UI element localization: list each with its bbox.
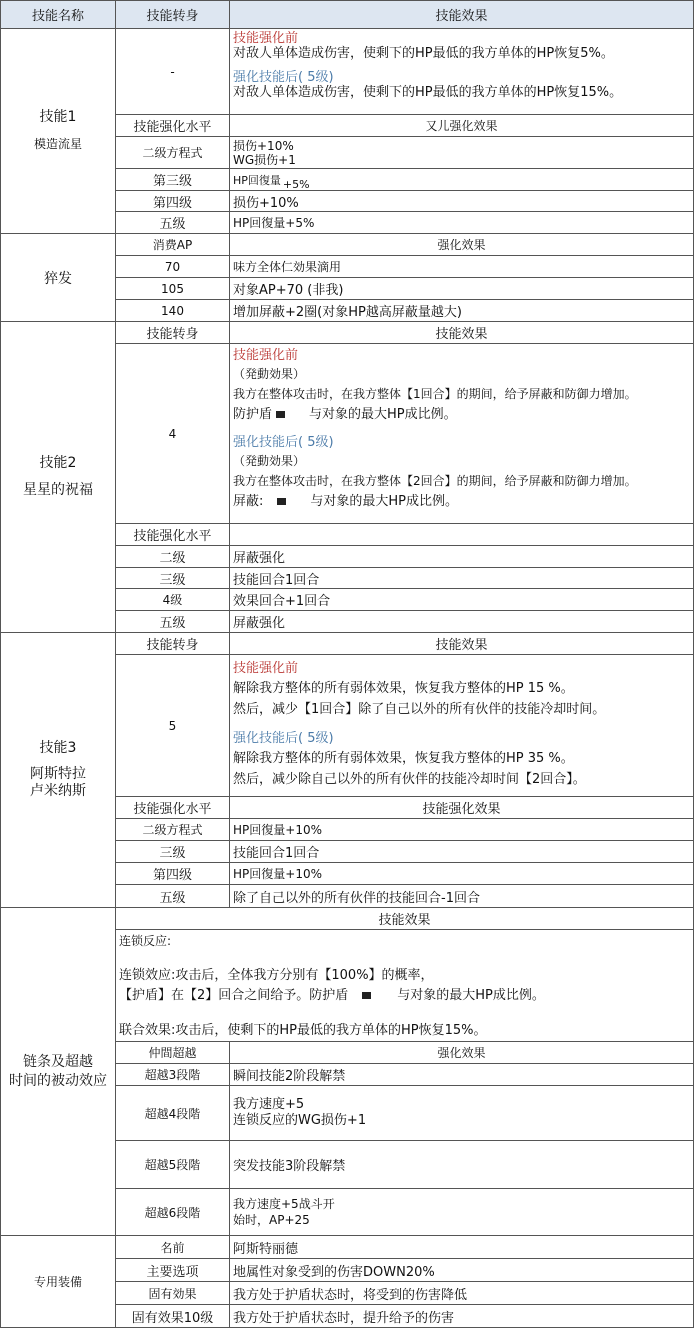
skill2-level-5: 五级 [116, 611, 230, 633]
equipment-value-unique-effect: 我方处于护盾状态时，将受到的伤害降低 [230, 1282, 694, 1305]
skill3-after-text-2: 然后，减少除自己以外的所有伙伴的技能冷却时间【2回合】。 [233, 772, 586, 787]
skill2-turn-header: 技能转身 [116, 322, 230, 344]
skill3-level-5: 五级 [116, 885, 230, 908]
skill2-effect [230, 344, 694, 524]
skill2-after-shield [233, 492, 458, 512]
skill2-level-header-blank [230, 524, 694, 546]
skill1-after-text: 对敌人单体造成伤害，使剩下的HP最低的我方单体的HP恢复15%。 [233, 85, 623, 100]
skill3-before-text-2: 然后，减少【1回合】除了自己以外的所有伙伴的技能冷却时间。 [233, 702, 606, 717]
skill1-level-2-effect-b: WG损伤+1 [233, 152, 296, 167]
skill1-level-header: 技能强化水平 [116, 115, 230, 137]
burst-effect-140: 增加屏蔽+2圈(对象HP越高屏蔽量越大) [230, 300, 694, 322]
skill1-level-5: 五级 [116, 212, 230, 234]
skill1-before-label: 技能强化前 [233, 31, 299, 46]
passive-rank-3: 超越3段階 [116, 1064, 230, 1086]
skill2-before-shield-b: 与对象的最大HP成比例。 [309, 407, 457, 422]
redacted-value-icon [277, 498, 286, 505]
passive-rank-4-effect [230, 1086, 694, 1141]
skill2-name: 技能2 [39, 455, 77, 471]
skill2-level-header: 技能强化水平 [116, 524, 230, 546]
burst-ap-105: 105 [116, 278, 230, 300]
passive-rank-6-effect-a: 我方速度+5战斗开 [233, 1197, 335, 1211]
equipment-name: 专用装備 [1, 1236, 116, 1328]
passive-chain-text-1: 连锁效应:攻击后，全体我方分别有【100%】的概率， [119, 967, 434, 983]
skill2-level-2: 二级 [116, 546, 230, 568]
skill3-level-5-effect: 除了自己以外的所有伙伴的技能回合-1回合 [230, 885, 694, 908]
equipment-value-name: 阿斯特丽德 [230, 1236, 694, 1259]
skill3-turn: 5 [116, 655, 230, 797]
passive-rank-4-effect-b: 连锁反应的WG损伤+1 [233, 1113, 367, 1128]
skill2-level-4-effect: 效果回合+1回合 [230, 589, 694, 611]
passive-rank-6: 超越6段階 [116, 1189, 230, 1236]
passive-rank-6-effect [230, 1189, 694, 1236]
passive-chain-text-2 [119, 986, 545, 1006]
passive-chain-title: 连锁反应: [119, 934, 172, 948]
skill1-level-3-effect-b: +5% [282, 178, 310, 191]
passive-name-1: 链条及超越 [23, 1053, 93, 1070]
burst-ap-header: 消费AP [116, 234, 230, 256]
skill2-level-5-effect: 屏蔽强化 [230, 611, 694, 633]
skill2-after-shield-a: 屏蔽: [233, 494, 264, 509]
skill1-level-3: 第三级 [116, 169, 230, 191]
passive-combo-text: 联合效果:攻击后，使剩下的HP最低的我方单体的HP恢复15%。 [119, 1023, 487, 1038]
skill1-level-2-effect [230, 137, 694, 169]
skill3-level-4: 第四级 [116, 863, 230, 885]
header-skill-name: 技能名称 [1, 1, 116, 29]
skill2-level-3: 三级 [116, 568, 230, 589]
skill2-after-sub: （発動効果） [233, 454, 306, 468]
skill1-before-text: 对敌人单体造成伤害，使剩下的HP最低的我方单体的HP恢复5%。 [233, 46, 614, 61]
skill3-effect [230, 655, 694, 797]
skill2-before-shield [233, 405, 457, 425]
skill3-level-effect-header: 技能强化效果 [230, 797, 694, 819]
skill3-subname-1: 阿斯特拉 [30, 765, 86, 782]
skill3-subname-2: 卢米纳斯 [30, 782, 86, 799]
passive-rank-4-effect-a: 我方速度+5 [233, 1097, 305, 1112]
burst-name: 猝发 [1, 234, 116, 322]
skill3-name-cell [1, 633, 116, 908]
passive-rank-6-effect-b: 始时，AP+25 [233, 1213, 310, 1227]
skill1-name-cell [1, 29, 116, 234]
skill3-after-text-1: 解除我方整体的所有弱体效果，恢复我方整体的HP 35 %。 [233, 751, 574, 766]
skill3-before-text-1: 解除我方整体的所有弱体效果，恢复我方整体的HP 15 %。 [233, 681, 574, 696]
passive-rank-5: 超越5段階 [116, 1141, 230, 1189]
redacted-value-icon [362, 992, 371, 999]
skill2-before-text: 我方在整体攻击时，在我方整体【1回合】的期间，给予屏蔽和防御力增加。 [233, 387, 637, 401]
skill1-level-3-effect-a: HP回復量 [233, 173, 281, 187]
header-skill-effect: 技能效果 [230, 1, 694, 29]
equipment-label-main-option: 主要选项 [116, 1259, 230, 1282]
burst-ap-140: 140 [116, 300, 230, 322]
skill3-level-4-effect: HP回復量+10% [230, 863, 694, 885]
skill1-effect [230, 29, 694, 115]
skill3-before-label: 技能强化前 [233, 661, 299, 676]
skill2-before-label: 技能强化前 [233, 348, 299, 363]
skill3-level-2: 二级方程式 [116, 819, 230, 841]
passive-rank-header: 仲間超越 [116, 1042, 230, 1064]
skill3-level-3-effect: 技能回合1回合 [230, 841, 694, 863]
passive-rank-effect-header: 强化效果 [230, 1042, 694, 1064]
passive-effect-header: 技能效果 [116, 908, 694, 930]
skill1-level-3-effect [230, 169, 694, 191]
skill1-effect-header: 又儿强化效果 [230, 115, 694, 137]
skill3-name: 技能3 [39, 739, 77, 756]
skill3-level-3: 三级 [116, 841, 230, 863]
burst-effect-header: 强化效果 [230, 234, 694, 256]
skill3-after-label: 强化技能后( 5级) [233, 731, 334, 746]
burst-ap-70: 70 [116, 256, 230, 278]
passive-rank-5-effect: 突发技能3阶段解禁 [230, 1141, 694, 1189]
redacted-value-icon [276, 411, 285, 418]
skill2-after-text: 我方在整体攻击时，在我方整体【2回合】的期间，给予屏蔽和防御力增加。 [233, 474, 637, 488]
skill1-level-4-effect: 损伤+10% [230, 191, 694, 212]
burst-effect-105: 对象AP+70 (非我) [230, 278, 694, 300]
skill3-turn-header: 技能转身 [116, 633, 230, 655]
equipment-label-name: 名前 [116, 1236, 230, 1259]
skill2-subname: 星星的祝福 [23, 482, 93, 498]
equipment-value-unique-effect-10: 我方处于护盾状态时，提升给予的伤害 [230, 1305, 694, 1328]
equipment-value-main-option: 地属性对象受到的伤害DOWN20% [230, 1259, 694, 1282]
equipment-label-unique-effect: 固有効果 [116, 1282, 230, 1305]
passive-chain-text-2a: 【护盾】在【2】回合之间给予。防护盾 [119, 987, 349, 1003]
passive-rank-4: 超越4段階 [116, 1086, 230, 1141]
skill2-before-sub: （発動効果） [233, 367, 306, 381]
header-skill-turn: 技能转身 [116, 1, 230, 29]
skill3-effect-header: 技能效果 [230, 633, 694, 655]
skill2-after-shield-b: 与对象的最大HP成比例。 [310, 494, 459, 509]
equipment-label-unique-effect-10: 固有效果10级 [116, 1305, 230, 1328]
burst-effect-70: 味方全体仁効果滴用 [230, 256, 694, 278]
skill2-level-3-effect: 技能回合1回合 [230, 568, 694, 589]
skill1-level-5-effect: HP回復量+5% [230, 212, 694, 234]
skill2-turn: 4 [116, 344, 230, 524]
skill3-level-header: 技能强化水平 [116, 797, 230, 819]
skill1-subname: 模造流星 [33, 137, 82, 151]
skill2-before-shield-a: 防护盾 [233, 407, 273, 422]
skill2-name-cell [1, 322, 116, 633]
skill2-level-4: 4级 [116, 589, 230, 611]
passive-rank-3-effect: 瞬间技能2阶段解禁 [230, 1064, 694, 1086]
skill1-after-label: 强化技能后( 5级) [233, 70, 334, 85]
passive-chain-text-2b: 与对象的最大HP成比例。 [397, 987, 545, 1003]
skill1-level-2: 二级方程式 [116, 137, 230, 169]
passive-effect [116, 930, 694, 1042]
skill2-after-label: 强化技能后( 5级) [233, 435, 334, 450]
passive-name-2: 时间的被动效应 [9, 1072, 107, 1089]
skill3-level-2-effect: HP回復量+10% [230, 819, 694, 841]
skill1-name: 技能1 [39, 109, 77, 125]
skill1-level-2-effect-a: 损伤+10% [233, 138, 294, 153]
passive-name-cell [1, 908, 116, 1236]
skill1-level-4: 第四级 [116, 191, 230, 212]
skill1-turn: - [116, 29, 230, 115]
skill2-effect-header: 技能效果 [230, 322, 694, 344]
skill2-level-2-effect: 屏蔽强化 [230, 546, 694, 568]
